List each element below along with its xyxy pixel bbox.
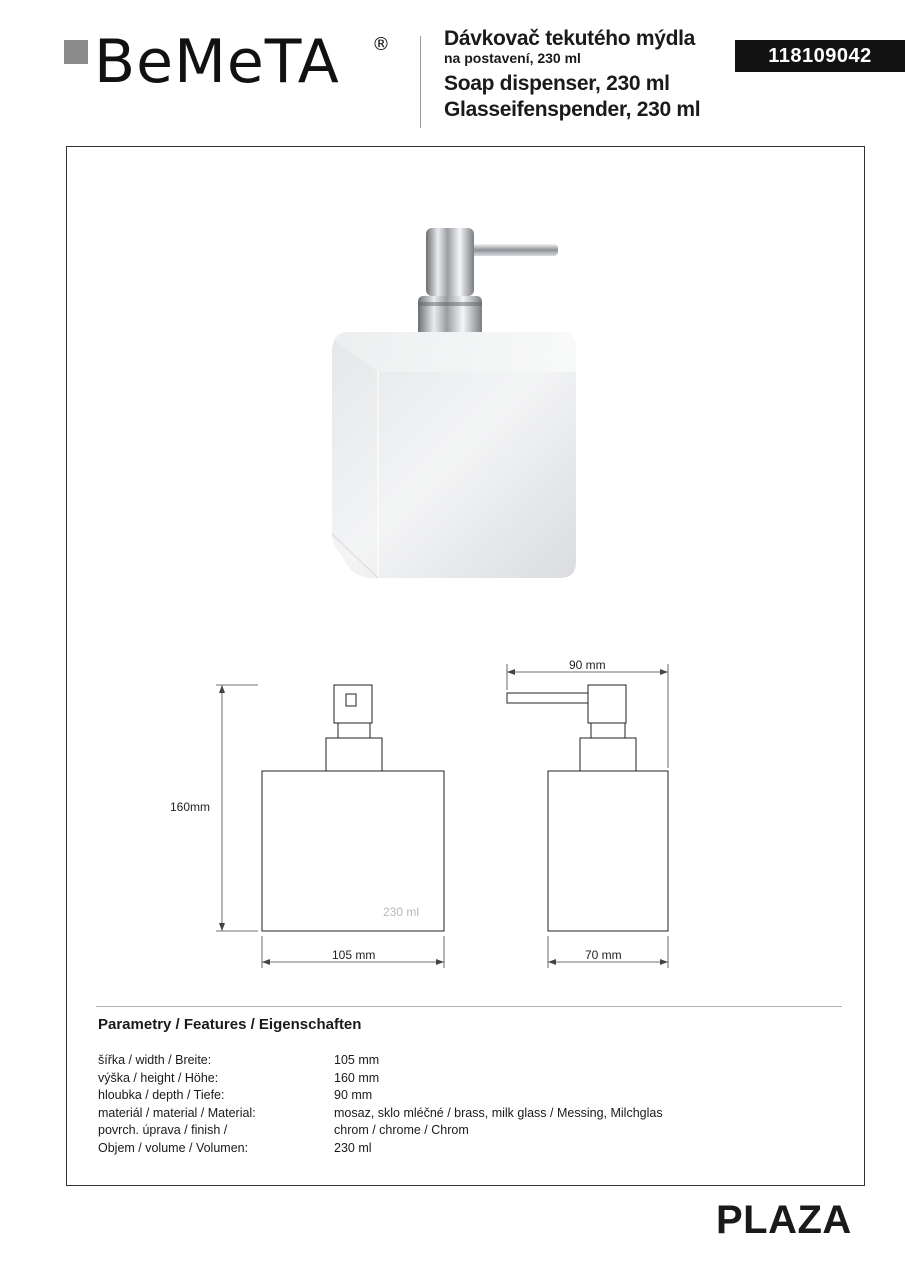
feature-label: výška / height / Höhe:: [98, 1070, 219, 1085]
brand-name: BeMeTA: [94, 27, 340, 97]
registered-mark: ®: [372, 34, 390, 55]
feature-value: mosaz, sklo mléčné / brass, milk glass / Messing, Milchglas: [334, 1105, 663, 1120]
feature-value: 230 ml: [334, 1140, 372, 1155]
feature-row: [98, 1122, 663, 1140]
front-collar: [326, 738, 382, 771]
feature-row: [98, 1105, 663, 1123]
brand-logo: [64, 27, 404, 100]
side-spout: [507, 693, 588, 703]
title-german: Glasseifenspender, 230 ml: [444, 98, 701, 121]
feature-label: materiál / material / Material:: [98, 1105, 256, 1120]
title-english: Soap dispenser, 230 ml: [444, 72, 670, 95]
feature-row: [98, 1140, 663, 1158]
width-dimension: 105 mm: [332, 948, 376, 962]
technical-drawing: [160, 650, 700, 970]
side-head: [588, 685, 626, 723]
height-dimension: 160mm: [170, 800, 211, 814]
title-czech: Dávkovač tekutého mýdla: [444, 27, 696, 50]
features-heading: Parametry / Features / Eigenschaften: [98, 1016, 362, 1033]
feature-value: chrom / chrome / Chrom: [334, 1123, 469, 1137]
feature-value: 105 mm: [334, 1053, 380, 1067]
subtitle-czech: na postavení, 230 ml: [444, 50, 581, 66]
pump-head: [426, 228, 474, 296]
feature-label: hloubka / depth / Tiefe:: [98, 1088, 225, 1102]
series-name: PLAZA: [716, 1198, 852, 1242]
feature-label: povrch. úprava / finish /: [98, 1123, 228, 1137]
front-head: [334, 685, 372, 723]
section-separator: [96, 1006, 842, 1007]
front-neck: [338, 723, 370, 738]
side-body: [548, 771, 668, 931]
volume-label: 230 ml: [383, 905, 420, 919]
product-titles: [444, 28, 700, 120]
front-nozzle: [346, 694, 356, 706]
feature-value: 90 mm: [334, 1088, 373, 1102]
product-photo: [320, 222, 580, 592]
feature-label: Objem / volume / Volumen:: [98, 1140, 249, 1155]
features-list: [98, 1052, 663, 1157]
feature-label: šířka / width / Breite:: [98, 1053, 212, 1067]
feature-row: [98, 1052, 663, 1070]
header-divider: [420, 36, 421, 128]
feature-row: [98, 1087, 663, 1105]
pump-spout: [468, 244, 558, 256]
depth-top-dimension: 90 mm: [569, 658, 606, 672]
product-code-badge: 118109042: [735, 40, 905, 72]
feature-row: [98, 1070, 663, 1088]
depth-bottom-dimension: 70 mm: [585, 948, 622, 962]
side-collar: [580, 738, 636, 771]
logo-square-icon: [64, 40, 88, 64]
side-neck: [591, 723, 625, 738]
feature-value: 160 mm: [334, 1070, 380, 1085]
